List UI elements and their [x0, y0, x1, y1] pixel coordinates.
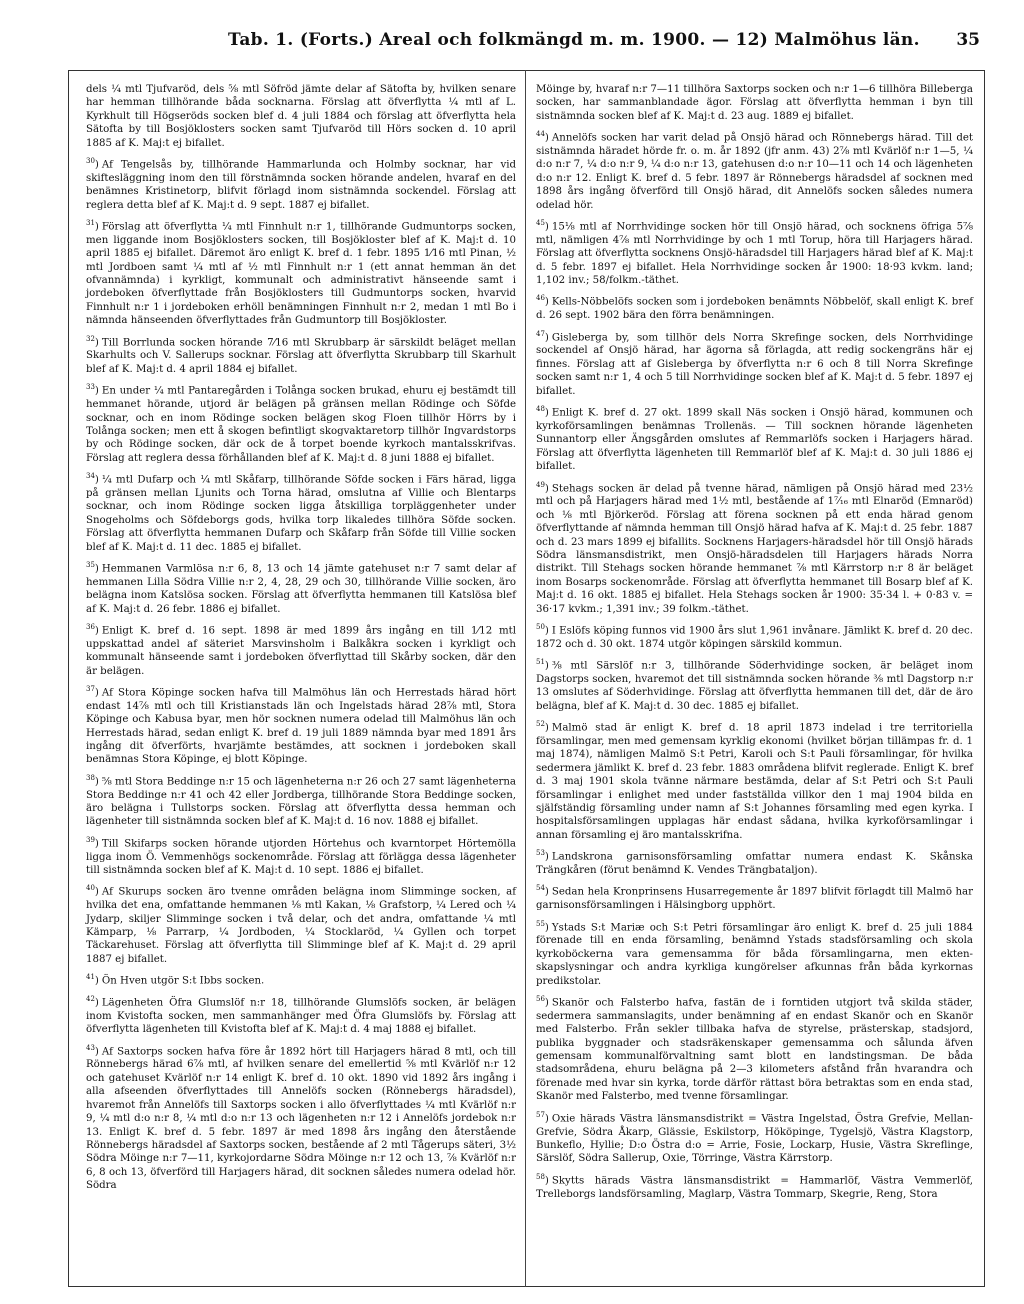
- footnote-text: Af Tengelsås by, tillhörande Hammarlunda och Holmby socknar, har vid skiftesläggning inom den till förstnämnda socken hörande andelen, hvaraf en del benämnes Kristinetorp, blifvit förlagd inom sistnämnda sockendel. Förslag att reglera detta blef af K. Maj:t d. 9 sept. 1887 ej bifallet.: [86, 159, 516, 211]
- footnote-number: $^{56}$): [536, 995, 549, 1009]
- footnote: [536, 292, 973, 322]
- footnote-text: 15⅛ mtl af Norrhvidinge socken hör till Onsjö härad, och socknens öfriga 5⅞ mtl, nämligen 4⅞ mtl Norrhvidinge by och 1 mtl Torup, höra till Harjagers härad. Förslag att öfverflytta socknens Onsjö-häradsdel till Harjagers härad blef af K. Maj:t d. 5 febr. 1897 ej bifallet. Hela Norrhvidinge socken år 1900: 18·93 kvkm. land; 1,102 inv.; 58/folkm.-täthet.: [536, 221, 973, 287]
- footnote-text: En under ¼ mtl Pantaregården i Tolånga socken brukad, ehuru ej bestämdt till hemmanet hörande, utjord är belägen på gränsen mellan Rödinge och Söfde socknar, och en inom Rödinge socken belägen skog Floen tillhör Hörrs by i Tolånga socken; men ett å skogen befintligt skogvaktaretorp tillhör Ingvardstorps by och Rödinge socken, där ock de å torpet boende kyrkoch mantalsskrifvas. Förslag att reglera dessa förhållanden blef af K. Maj:t d. 8 juni 1888 ej bifallet.: [86, 385, 516, 464]
- footnote-number: $^{57}$): [536, 1110, 549, 1125]
- footnote: [86, 83, 516, 150]
- footnote: [86, 772, 516, 829]
- footnote-text: Annelöfs socken har varit delad på Onsjö härad och Rönnebergs härad. Till det sistnämnda häradet hörde fr. o. m. år 1892 (jfr anm. 43) 2⅞ mtl Kvärlöf n:r 1—5, ¼ d:o n:r 7, ¼ d:o n:r 9, ¼ d:o n:r 13, gatehusen d:o n:r 10—11 och 14 och lägenheten d:o n:r 12. Enligt K. bref d. 5 febr. 1897 är Rönnebergs häradsdel af socknen med 1898 års ingång öfverförd till Onsjö härad, dit Annelöfs socken således numera odelad hör.: [536, 132, 973, 211]
- footnote-text: Af Stora Köpinge socken hafva till Malmöhus län och Herrestads härad hört endast 14⅞ mtl och till Kristianstads län och Ingelstads härad 28⅞ mtl, Stora Köpinge och Kabusa byar, men hör socknen numera odelad till Malmöhus län och Herrestads härad, sedan enligt K. bref d. 19 juli 1889 nämnda byar med 1891 års ingång dit öfverförts, hvarjämte bestämdes, att socknen i jordeboken skall benämnas Stora Köpinge, ej blott Köpinge.: [86, 687, 516, 766]
- footnote-number: $^{58}$): [536, 1172, 549, 1187]
- footnote: [536, 718, 973, 842]
- right-column: [536, 83, 973, 1206]
- footnote-number: $^{48}$): [536, 405, 549, 419]
- footnote-text: Ystads S:t Mariæ och S:t Petri församlingar äro enligt K. bref d. 25 juli 1884 förenade till en enda församling, benämnd Ystads stadsförsamling och skola kyrkoböckerna vara gemensamma för båda församlingarna, men ekten-skapslysningar och andra kyrkliga kungörelser afkunnas från båda kyrkornas predikstolar.: [536, 922, 973, 987]
- footnote: [536, 403, 973, 473]
- footnote: [86, 155, 516, 212]
- footnote-text: Möinge by, hvaraf n:r 7—11 tillhöra Saxtorps socken och n:r 1—6 tillhöra Billeberga socken, har sammanblandade ägor. Förslag att öfverflytta hemman i byn till sistnämnda socken blef af K. Maj:t d. 23 aug. 1889 ej bifallet.: [536, 84, 973, 122]
- footnote-number: $^{37}$): [86, 684, 99, 699]
- footnote-text: Till Skifarps socken hörande utjorden Hörtehus och kvarntorpet Hörtemölla ligga inom Ö. Vemmenhögs sockenområde. Förslag att förlägga dessa lägenheter till sistnämnda socken blef af K. Maj:t d. 10 sept. 1886 ej bifallet.: [86, 838, 516, 877]
- footnote-text: Gisleberga by, som tillhör dels Norra Skrefinge socken, dels Norrhvidinge sockendel af Onsjö härad, har ägorna så förlagda, att redig sockengräns här ej finnes. Förslag att af Gisleberga by öfverflytta n:r 6 och 8 till Norra Skrefinge socken samt n:r 1, 4 och 5 till Norrhvidinge socken blef af K. Maj:t d. 5 febr. 1897 ej bifallet.: [536, 332, 973, 397]
- footnote-number: $^{42}$): [86, 995, 99, 1009]
- footnote-number: $^{32}$): [86, 334, 99, 349]
- footnote-number: $^{40}$): [86, 884, 99, 898]
- footnote: [536, 1109, 973, 1166]
- footnote-text: Förslag att öfverflytta ¼ mtl Finnhult n:r 1, tillhörande Gudmuntorps socken, men liggande inom Bosjöklosters socken, till Bosjökloster blef af K. Maj:t d. 10 april 1885 ej bifallet. Däremot äro enligt K. bref d. 1 febr. 1895 1⁄16 mtl Pinan, ½ mtl Jordboen samt ¼ mtl af ½ mtl Finnhult n:r 1 (ett annat hemman än det ofvannämnda) i kyrkligt, kommunalt och administrativt hänseende samt i jordeboken öfverflyttade från Bosjöklosters till Gudmuntorps socken, hvarvid Finnhult n:r 1 i jordeboken erhöll benämningen Finnhult n:r 2, medan 1 mtl Bo i nämnda hänseenden öfverflyttades från Gudmuntorp till Bosjökloster.: [86, 221, 516, 327]
- footnote-number: $^{49}$): [536, 480, 549, 494]
- footnote-number: $^{30}$): [86, 157, 99, 171]
- footnote-text: Enligt K. bref d. 27 okt. 1899 skall Näs socken i Onsjö härad, kommunen och kyrkoförsamlingen benämnas Trollenäs. — Till socknen hörande lägenheten Sunnantorp eller Ängsgården omslutes af Remmarlöfs socken i Harjagers härad. Förslag att öfverflytta lägenheten till Remmarlöf blef af K. Maj:t d. 30 juli 1886 ej bifallet.: [536, 407, 973, 473]
- footnote-text: Landskrona garnisonsförsamling omfattar numera endast K. Skånska Trängkåren (förut benämnd K. Vendes Trängbataljon).: [536, 851, 973, 877]
- footnote-text: Hemmanen Varmlösa n:r 6, 8, 13 och 14 jämte gatehuset n:r 7 samt delar af hemmanen Lilla Södra Villie n:r 2, 4, 28, 29 och 30, tillhörande Villie socken, äro belägna inom Katslösa socken. Förslag att öfverflytta hemmanen till Katslösa blef af K. Maj:t d. 26 febr. 1886 ej bifallet.: [86, 563, 516, 615]
- footnote: [536, 621, 973, 651]
- footnote: [86, 971, 516, 988]
- footnote-text: Malmö stad är enligt K. bref d. 18 april 1873 indelad i tre territoriella församlingar, men med gemensam kyrklig ekonomi (hvilket början tillämpas fr. d. 1 maj 1874), nämligen Malmö S:t Petri, Karoli och S:t Pauli församlingar, för hvilka sedermera jämlikt K. bref d. 23 febr. 1883 områdena blifvit reglerade. Enligt K. bref d. 3 maj 1901 skola tvänne närmare bestämda, delar af S:t Petri och S:t Pauli församlingar i enlighet med under fastställda villkor den 1 maj 1904 bilda en själfständig församling under namn af S:t Johannes församling med egen kyrka. I hospitalsförsamlingen upplagas här endast sådana, hvilka kyrkoförsamlingar i annan församling ej äro mantalsskrifna.: [536, 722, 973, 841]
- page-title: Tab. 1. (Forts.) Areal och folkmängd m. m. 1900. — 12) Malmöhus län.: [228, 30, 920, 50]
- footnote: [86, 621, 516, 678]
- footnote-text: I Eslöfs köping funnos vid 1900 års slut 1,961 invånare. Jämlikt K. bref d. 20 dec. 1872 och d. 30 okt. 1874 utgör köpingen särskild kommun.: [536, 625, 973, 650]
- left-column: [86, 83, 516, 1198]
- footnote-text: Lägenheten Öfra Glumslöf n:r 18, tillhörande Glumslöfs socken, är belägen inom Kvistofta socken, men sammanhänger med Öfra Glumslöfs by. Förslag att öfverflytta lägenheten till Kvistofta blef af K. Maj:t d. 4 maj 1888 ej bifallet.: [86, 997, 516, 1036]
- footnote-number: $^{34}$): [86, 472, 99, 486]
- footnote: [536, 328, 973, 398]
- footnote-number: $^{51}$): [536, 658, 549, 672]
- footnote-text: Af Saxtorps socken hafva före år 1892 hört till Harjagers härad 8 mtl, och till Rönnebergs härad 6⅞ mtl, af hvilken senare del emellertid ⅝ mtl Kvärlöf n:r 12 och gatehuset Kvärlöf n:r 14 enligt K. bref d. 10 okt. 1890 vid 1892 års ingång i alla afseenden öfverflyttades till Annelöfs socken (Rönnebergs häradsdel), hvaremot från Annelöfs till Saxtorps socken i allo öfverflyttades ¼ mtl Kvärlöf n:r 9, ¼ mtl d:o n:r 8, ¼ mtl d:o n:r 13 och lägenheten n:r 12 i Annelöfs jordebok n:r 13. Enligt K. bref d. 5 febr. 1897 är med 1898 års ingång den återstående Rönnebergs häradsdel af Saxtorps socken, bestående af 2 mtl Tågerups säteri, 3½ Södra Möinge n:r 7—11, kyrkojordarne Södra Möinge n:r 12 och 13, ⅞ Kvärlöf n:r 6, 8 och 13, öfverförd till Harjagers härad, dit socknen således numera odelad hör. Södra: [86, 1046, 516, 1192]
- footnote: [86, 993, 516, 1037]
- page-number: 35: [956, 30, 980, 50]
- footnote-text: ⅜ mtl Särslöf n:r 3, tillhörande Söderhvidinge socken, är beläget inom Dagstorps socken, hvaremot det till sistnämnda socken hörande ⅜ mtl Dagstorp n:r 13 omslutes af Söderhvidinge. Förslag att öfverflytta hemmanen till det, där de äro belägna, blef af K. Maj:t d. 30 dec. 1885 ej bifallet.: [536, 660, 973, 712]
- footnote: [86, 559, 516, 616]
- footnote: [86, 217, 516, 328]
- footnote-number: $^{45}$): [536, 219, 549, 233]
- footnote-number: $^{54}$): [536, 884, 549, 898]
- page-header: [60, 30, 980, 60]
- footnote: [536, 656, 973, 713]
- footnote: [86, 333, 516, 377]
- footnote-number: $^{52}$): [536, 720, 549, 734]
- footnote: [536, 918, 973, 988]
- footnote-number: $^{36}$): [86, 622, 99, 637]
- footnote: [536, 128, 973, 212]
- footnote: [536, 217, 973, 287]
- footnote-text: ¼ mtl Dufarp och ¼ mtl Skåfarp, tillhörande Söfde socken i Färs härad, ligga på gränsen mellan Ljunits och Torna härad, omslutna af Villie och Blentarps socknar, och inom Rödinge socken ligga åtskilliga torpläggenheter under Snogeholms och Söfdeborgs gods, hvilka torp likaledes tillhöra Söfde socken. Förslag att öfverflytta hemmanen Dufarp och Skåfarp från Söfde till Villie socken blef af K. Maj:t d. 11 dec. 1885 ej bifallet.: [86, 474, 516, 553]
- footnote: [86, 1042, 516, 1193]
- footnote-number: $^{39}$): [86, 835, 99, 850]
- footnote-text: Skanör och Falsterbo hafva, fastän de i forntiden utgjort två skilda städer, sedermera sammanslagits, under benämning af en endast Skanör och en Skanör med Falsterbo. Från sekler tillbaka hafva de styrelse, prästerskap, stadsjord, publika byggnader och stadsräkenskaper gemensamma och sålunda äfven gemensam kommunalförvaltning samt blott en landstingsman. De båda stadsområdena, ehuru belägna på 2—3 kilometers afstånd från hvarandra och förenade med hvar sin kyrka, torde därför rättast böra betraktas som en enda stad, Skanör med Falsterbo, med tvenne församlingar.: [536, 997, 973, 1103]
- footnote-text: Sedan hela Kronprinsens Husarregemente år 1897 blifvit förlagdt till Malmö har garnisonsförsamlingen i Hälsingborg upphört.: [536, 886, 973, 912]
- footnote-number: $^{33}$): [86, 383, 99, 397]
- column-divider: [525, 70, 526, 1287]
- footnote: [536, 882, 973, 912]
- footnote: [536, 1171, 973, 1201]
- footnote-text: dels ¼ mtl Tjufvaröd, dels ⅝ mtl Söfröd jämte delar af Sätofta by, hvilken senare har hemman tillhörande båda socknarna. Förslag att öfverflytta ¼ mtl af L. Kyrkhult till Högseröds socken blef d. 4 juli 1884 och förslag att öfverflytta hela Sätofta by till Bosjöklosters socken samt Tjufvaröd till Hörs socken d. 10 april 1885 af K. Maj:t ej bifallet.: [86, 84, 516, 149]
- footnote: [536, 993, 973, 1104]
- footnote-number: $^{43}$): [86, 1043, 99, 1058]
- footnote-number: $^{35}$): [86, 560, 99, 575]
- footnote: [536, 847, 973, 877]
- footnote: [86, 470, 516, 554]
- footnote-text: ⅝ mtl Stora Beddinge n:r 15 och lägenheterna n:r 26 och 27 samt lägenheterna Stora Beddinge n:r 41 och 42 eller Jordberga, tillhörande Stora Beddinge socken, äro belägna i Tullstorps socken. Förslag att öfverflytta dessa hemman och lägenheter till sistnämnda socken blef af K. Maj:t d. 16 nov. 1888 ej bifallet.: [86, 776, 516, 828]
- footnote: [536, 479, 973, 616]
- footnote-text: Enligt K. bref d. 16 sept. 1898 är med 1899 års ingång en till 1⁄12 mtl uppskattad andel af säteriet Marsvinsholm i Balkåkra socken i kyrkligt och kommunalt hänseende samt i jordeboken öfverflyttad till Skårby socken, där den är belägen.: [86, 625, 516, 677]
- footnote: [86, 381, 516, 465]
- footnote-text: Till Borrlunda socken hörande 7⁄16 mtl Skrubbarp är särskildt beläget mellan Skarhults och V. Sallerups socknar. Förslag att öfverflytta Skrubbarp till Skarhult blef af K. Maj:t d. 4 april 1884 ej bifallet.: [86, 337, 516, 375]
- footnote: [86, 834, 516, 878]
- footnote-text: Skytts härads Västra länsmansdistrikt = Hammarlöf, Västra Vemmerlöf, Trelleborgs landsförsamling, Maglarp, Västra Tommarp, Skegrie, Reng, Stora: [536, 1175, 973, 1200]
- footnote-text: Af Skurups socken äro tvenne områden belägna inom Slimminge socken, af hvilka det ena, omfattande hemmanen ⅛ mtl Kakan, ⅛ Grafstorp, ¼ Lered och ¼ Jydarp, skiljer Slimminge socken i två delar, och det andra, omfattande ¼ mtl Kämparp, ⅛ Parrarp, ¼ Jordboden, ¼ Stocklaröd, ¼ Gyllen och torpet Täckarehuset. Förslag att öfverflytta till Slimminge blef af K. Maj:t d. 29 april 1887 ej bifallet.: [86, 886, 516, 965]
- footnote-number: $^{31}$): [86, 219, 99, 233]
- footnote-text: Oxie härads Västra länsmansdistrikt = Västra Ingelstad, Östra Grefvie, Mellan-Grefvie, Södra Åkarp, Glässie, Eskilstorp, Hököpinge, Tygelsjö, Västra Klagstorp, Bunkeflo, Hyllie; D:o Östra d:o = Arrie, Fosie, Lockarp, Husie, Västra Skreflinge, Särslöf, Södra Sallerup, Oxie, Törringe, Västra Kärrstorp.: [536, 1113, 973, 1165]
- footnote-text: Kells-Nöbbelöfs socken som i jordeboken benämnts Nöbbelöf, skall enligt K. bref d. 26 sept. 1902 bära den förra benämningen.: [536, 296, 973, 322]
- footnote-number: $^{44}$): [536, 130, 549, 144]
- footnote: [536, 83, 973, 123]
- footnote-text: Stehags socken är delad på tvenne härad, nämligen på Onsjö härad med 23½ mtl och på Harjagers härad med 1½ mtl, bestående af 1⁷⁄₁₆ mtl Elnaröd (Emnaröd) och ⅛ mtl Björkeröd. Förslag att förena socknen på ett enda härad genom öfverflyttande af nämnda hemman till Onsjö härad hafva af K. Maj:t d. 25 febr. 1887 och d. 23 mars 1899 ej bifallits. Socknens Harjagers-häradsdel hör till Onsjö härads Södra länsmansdistrikt, men Onsjö-häradsdelen till Harjagers härads Norra distrikt. Till Stehags socken hörande hemmanet ⅞ mtl Kärrstorp n:r 8 är beläget inom Bosarps sockenområde. Förslag att öfverflytta hemmanet till Bosarp blef af K. Maj:t d. 16 okt. 1885 ej bifallet. Hela Stehags socken år 1900: 35·34 l. + 0·83 v. = 36·17 kvkm.; 1,391 inv.; 39 folkm.-täthet.: [536, 482, 973, 615]
- footnote: [86, 882, 516, 966]
- footnote-number: $^{46}$): [536, 294, 549, 308]
- footnote-number: $^{53}$): [536, 849, 549, 863]
- footnote-number: $^{55}$): [536, 919, 549, 934]
- footnote: [86, 683, 516, 767]
- footnote-number: $^{38}$): [86, 773, 99, 788]
- footnote-number: $^{41}$): [86, 973, 99, 987]
- footnote-number: $^{47}$): [536, 329, 549, 344]
- footnote-text: Ön Hven utgör S:t Ibbs socken.: [101, 975, 265, 987]
- footnote-number: $^{50}$): [536, 622, 549, 637]
